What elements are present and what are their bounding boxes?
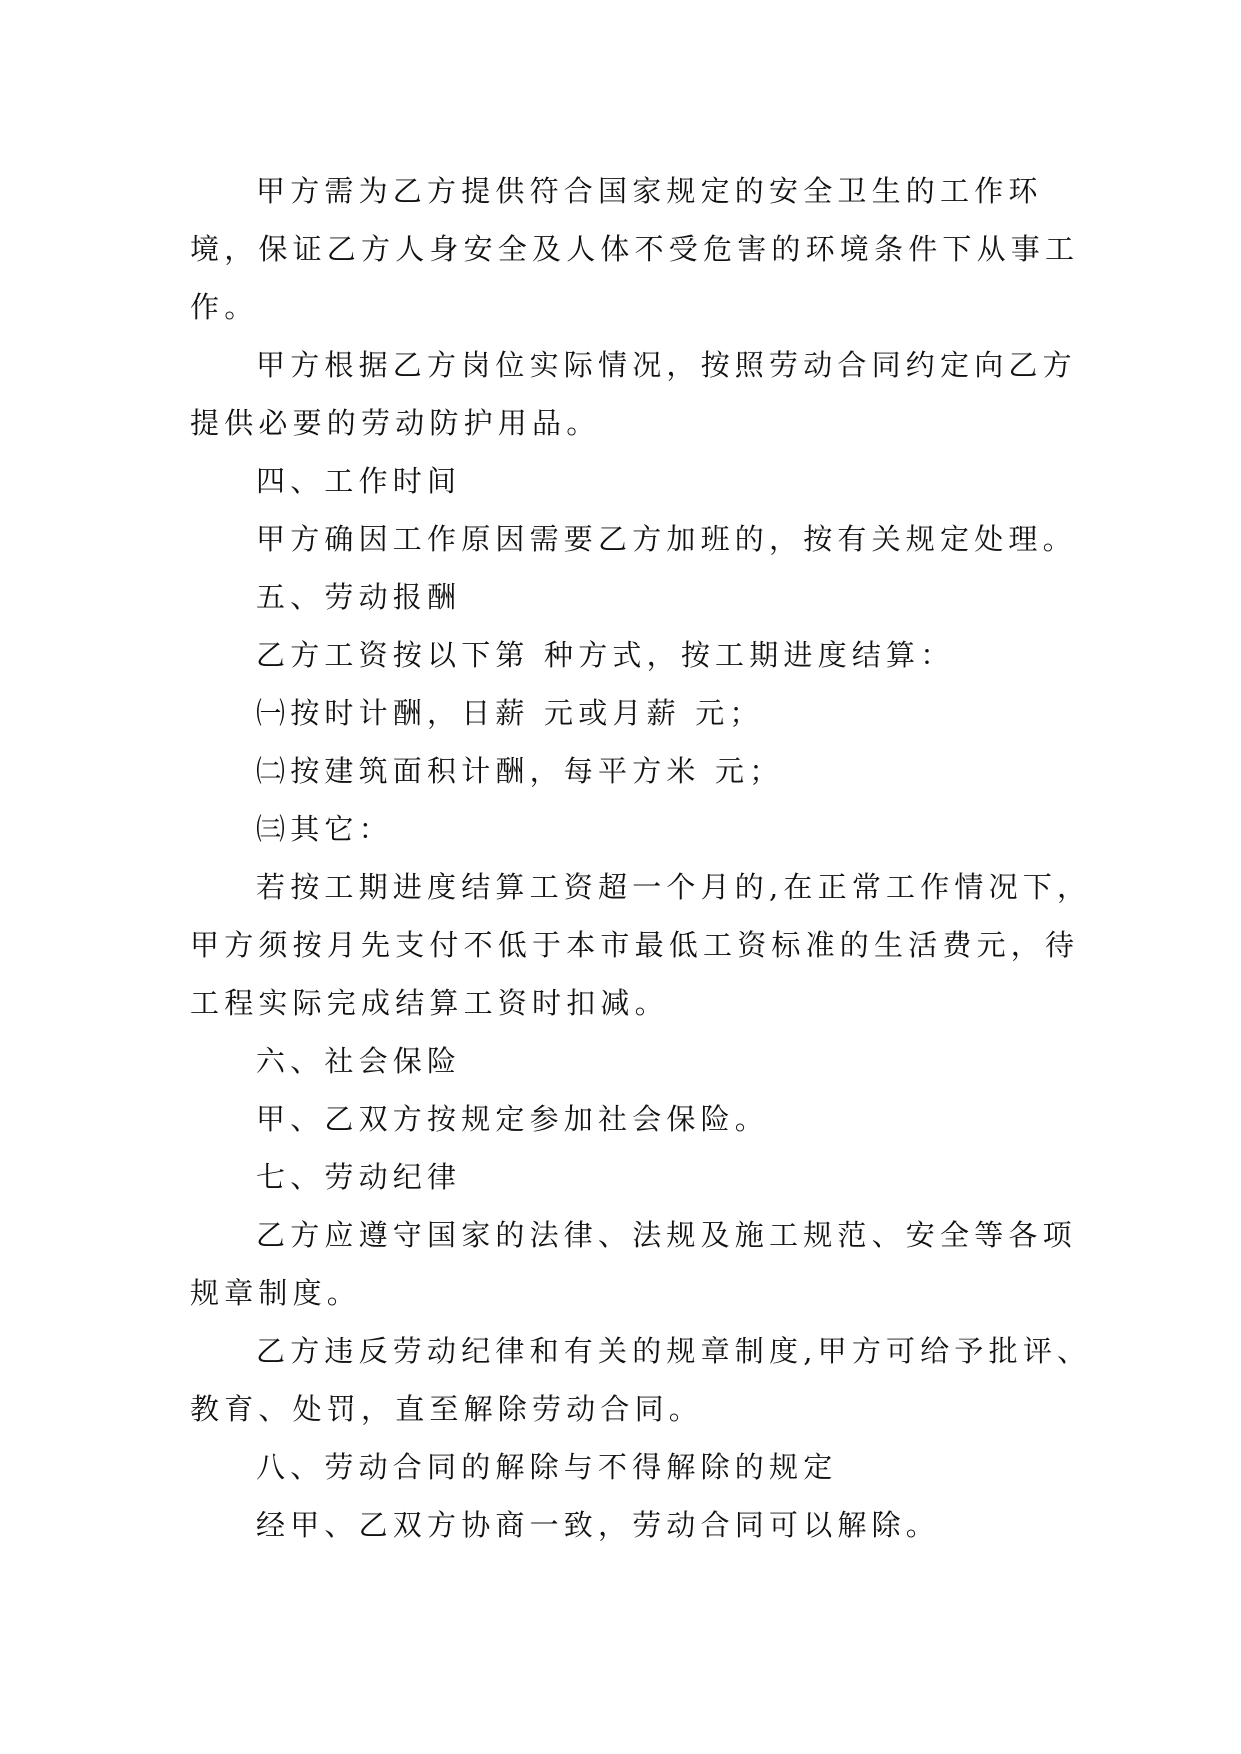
text-line: 工程实际完成结算工资时扣减。 (190, 986, 669, 1020)
section-heading: 八、劳动合同的解除与不得解除的规定 (256, 1450, 838, 1484)
section-heading: 五、劳动报酬 (256, 580, 462, 614)
text-line: 甲方确因工作原因需要乙方加班的，按有关规定处理。 (256, 522, 1077, 556)
paragraph-protective-equipment (190, 336, 1077, 452)
list-item-time-pay (190, 684, 1052, 742)
section-heading-working-hours (190, 452, 1052, 510)
text-line: 乙方违反劳动纪律和有关的规章制度,甲方可给予批评、 (256, 1334, 1092, 1368)
section-heading: 六、社会保险 (256, 1044, 462, 1078)
document-body (190, 162, 1092, 1554)
section-heading: 四、工作时间 (256, 464, 462, 498)
text-line: 规章制度。 (190, 1276, 362, 1310)
paragraph-mutual-termination (190, 1496, 1052, 1554)
text-line: 乙方工资按以下第 种方式，按工期进度结算： (256, 638, 955, 672)
paragraph-compliance (190, 1206, 1077, 1322)
text-line: 甲方须按月先支付不低于本市最低工资标准的生活费元，待 (190, 928, 1080, 962)
text-line: ㈠按时计酬，日薪 元或月薪 元； (256, 696, 764, 730)
text-line: 甲方根据乙方岗位实际情况，按照劳动合同约定向乙方 (256, 348, 1077, 382)
section-heading-termination (190, 1438, 1052, 1496)
section-heading: 七、劳动纪律 (256, 1160, 462, 1194)
text-line: 作。 (190, 290, 259, 324)
text-line: 经甲、乙双方协商一致，劳动合同可以解除。 (256, 1508, 941, 1542)
paragraph-safety-environment (190, 162, 1080, 336)
text-line: 提供必要的劳动防护用品。 (190, 406, 601, 440)
text-line: 乙方应遵守国家的法律、法规及施工规范、安全等各项 (256, 1218, 1077, 1252)
list-item-other (190, 800, 1052, 858)
section-heading-labor-discipline (190, 1148, 1052, 1206)
text-line: 甲、乙双方按规定参加社会保险。 (256, 1102, 770, 1136)
paragraph-living-allowance (190, 858, 1092, 1032)
list-item-area-pay (190, 742, 1052, 800)
text-line: 甲方需为乙方提供符合国家规定的安全卫生的工作环 (256, 174, 1043, 208)
paragraph-violation (190, 1322, 1092, 1438)
paragraph-wage-method (190, 626, 1052, 684)
text-line: ㈢其它： (256, 812, 393, 846)
text-line: ㈡按建筑面积计酬，每平方米 元； (256, 754, 784, 788)
paragraph-overtime (190, 510, 1077, 568)
text-line: 若按工期进度结算工资超一个月的,在正常工作情况下， (256, 870, 1092, 904)
text-line: 境，保证乙方人身安全及人体不受危害的环境条件下从事工 (190, 232, 1080, 266)
text-line: 教育、处罚，直至解除劳动合同。 (190, 1392, 704, 1426)
section-heading-social-insurance (190, 1032, 1052, 1090)
section-heading-remuneration (190, 568, 1052, 626)
paragraph-insurance (190, 1090, 1052, 1148)
